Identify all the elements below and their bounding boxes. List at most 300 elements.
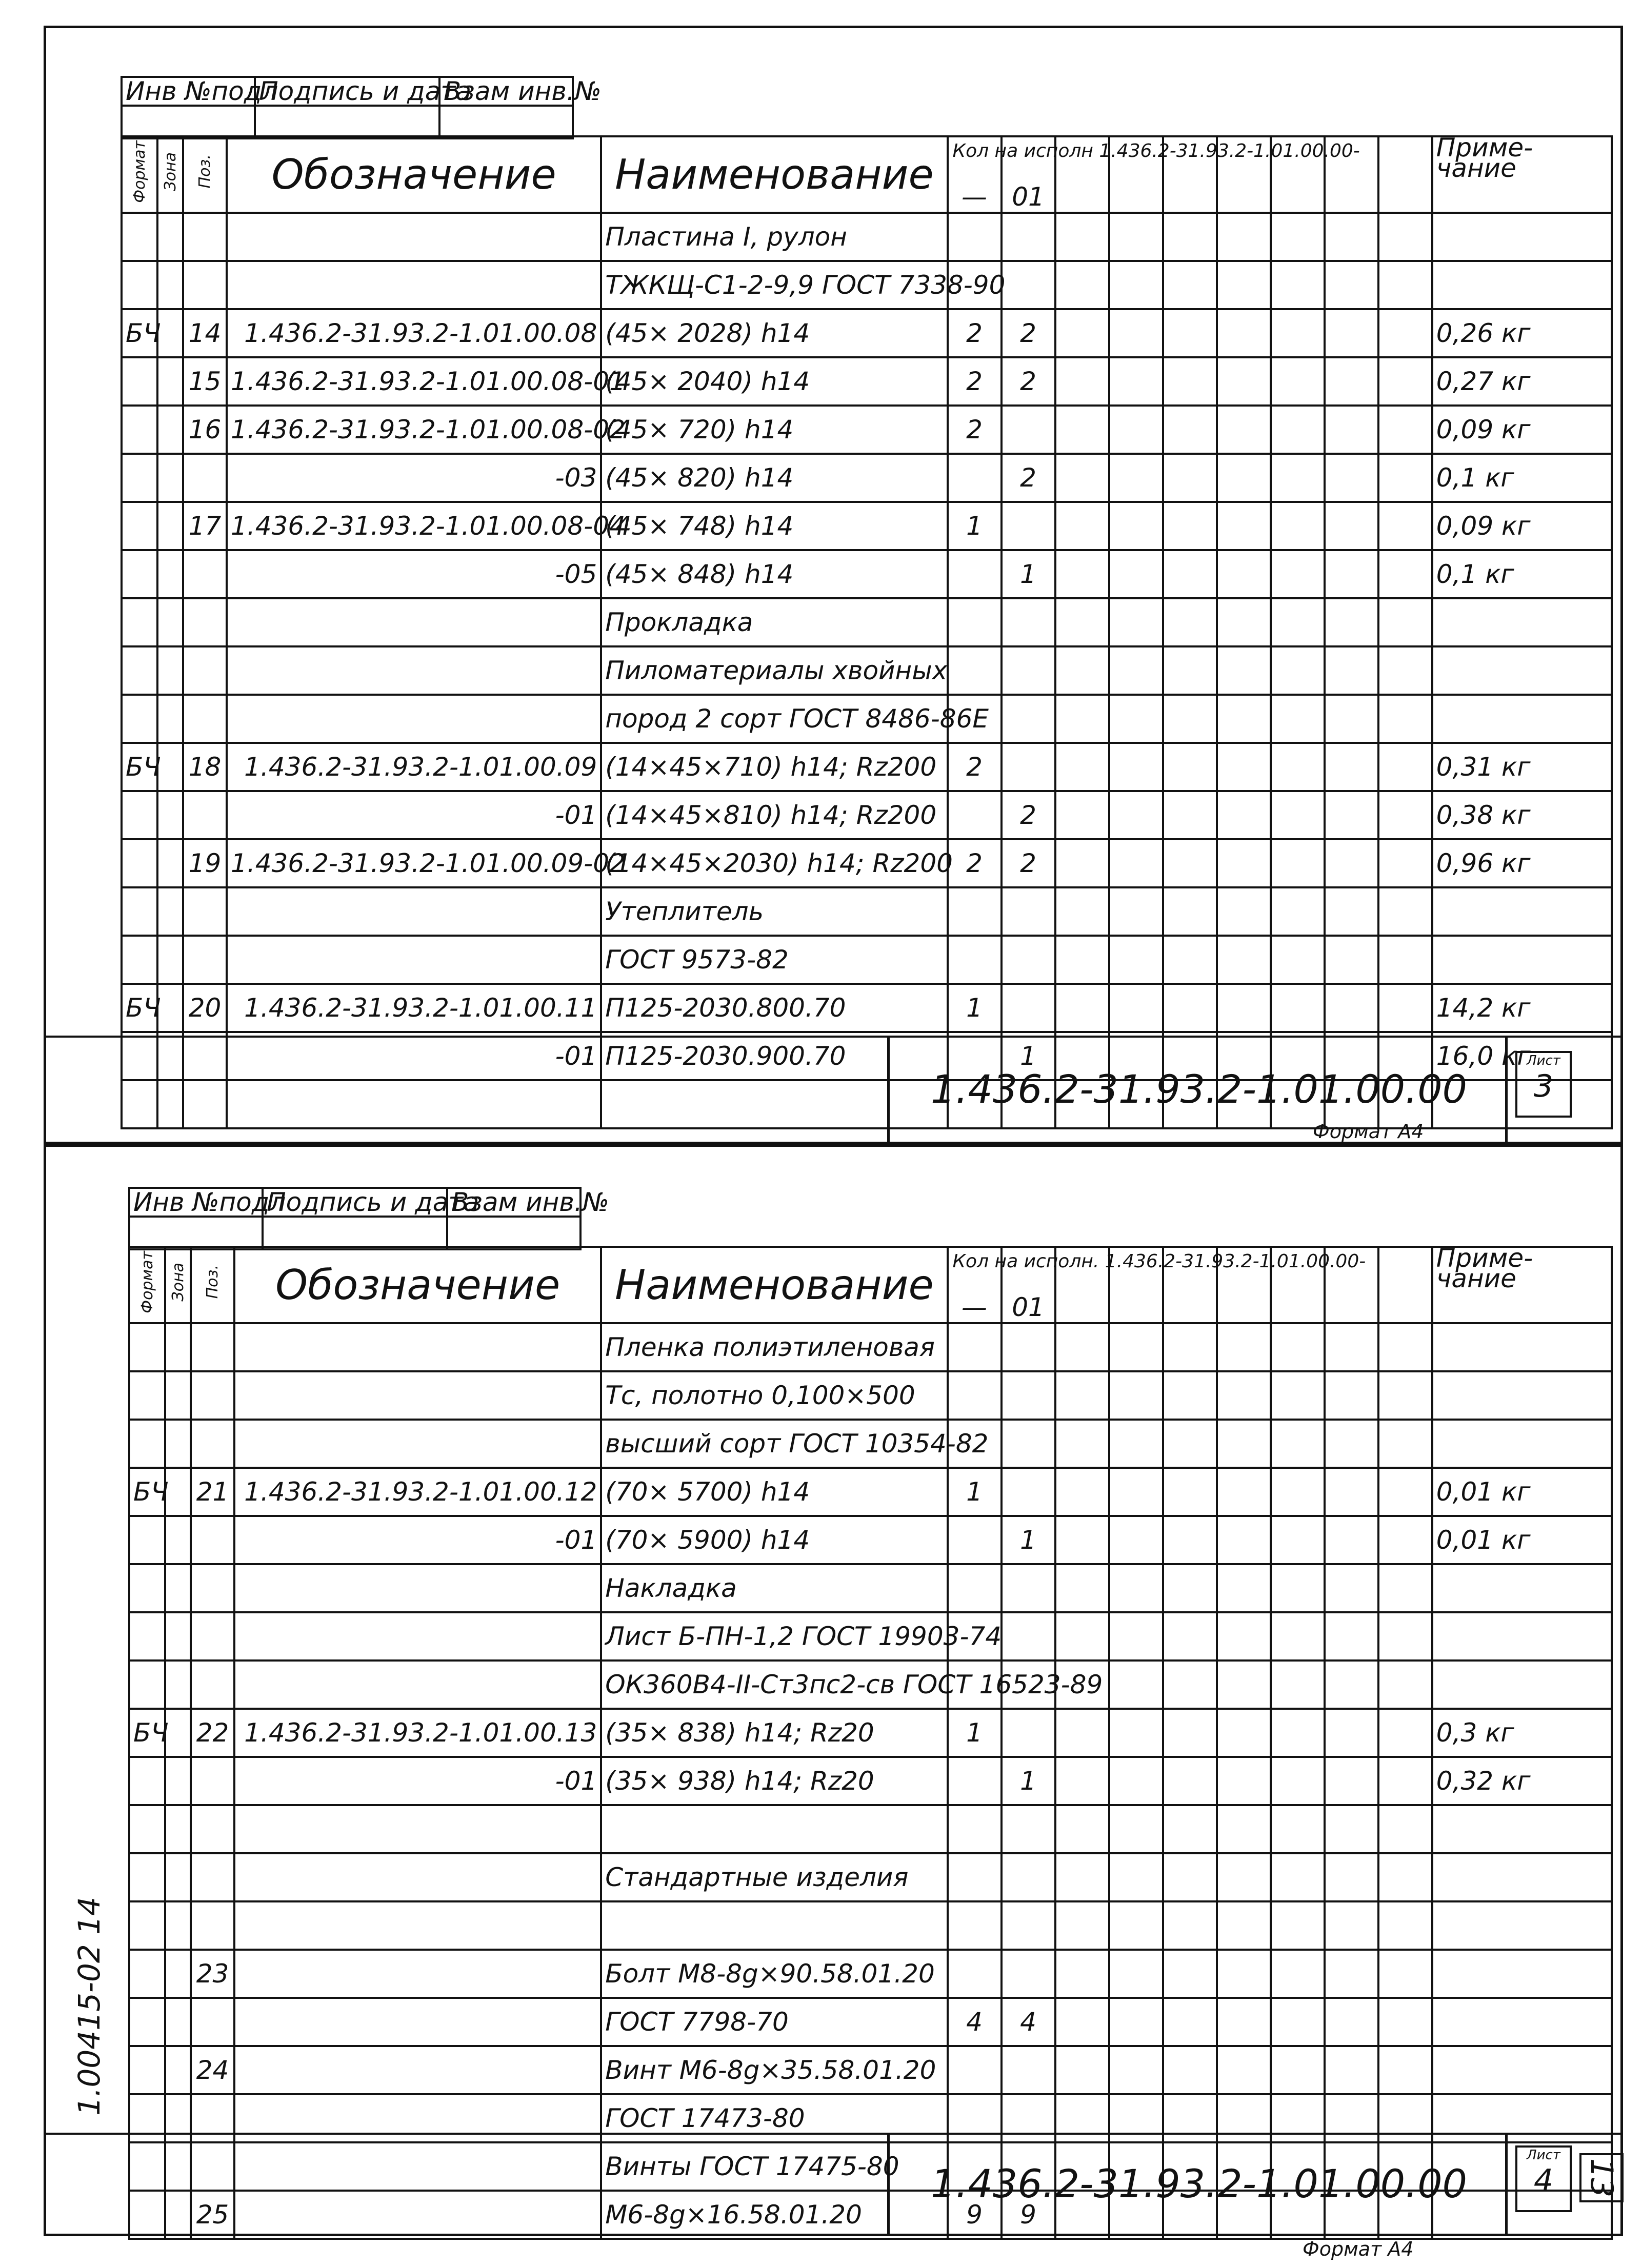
- cell-empty: [1109, 1660, 1163, 1709]
- table-row: [122, 550, 1612, 598]
- cell-empty: [1163, 936, 1217, 984]
- cell-empty: [1109, 213, 1163, 261]
- cell-poz: [191, 1612, 234, 1660]
- cell-format: [129, 1853, 165, 1901]
- header-poz: Поз.: [196, 154, 214, 189]
- cell-empty: [1271, 1612, 1325, 1660]
- cell-zona: [165, 1901, 191, 1950]
- cell-empty: [1271, 1757, 1325, 1805]
- archive-stamp-bottom: [128, 1187, 609, 1250]
- cell-poz: 21: [191, 1468, 234, 1516]
- cell-mass: 0,3 кг: [1432, 1709, 1612, 1757]
- cell-empty: [1163, 502, 1217, 550]
- cell-qty-01: [1002, 646, 1055, 695]
- cell-oboznachenie: [234, 2191, 601, 2239]
- cell-oboznachenie: [227, 1080, 601, 1128]
- cell-empty: [1217, 550, 1271, 598]
- cell-naimenovanie: ТЖКЩ-С1-2-9,9 ГОСТ 7338-90: [601, 261, 947, 309]
- cell-mass: [1432, 261, 1612, 309]
- cell-empty: [1163, 1323, 1217, 1371]
- page-number: 13: [1579, 2153, 1624, 2202]
- table-row: [129, 1805, 1612, 1853]
- cell-qty-01: [1002, 1901, 1055, 1950]
- table-row: [129, 2046, 1612, 2094]
- cell-qty-01: 1: [1002, 550, 1055, 598]
- cell-poz: [191, 1420, 234, 1468]
- cell-qty-01: [1002, 1709, 1055, 1757]
- cell-empty: [1378, 261, 1432, 309]
- table-row: [122, 646, 1612, 695]
- cell-poz: 25: [191, 2191, 234, 2239]
- cell-oboznachenie: 1.436.2-31.93.2-1.01.00.12: [234, 1468, 601, 1516]
- cell-format: [122, 357, 157, 406]
- cell-mass: 0,26 кг: [1432, 309, 1612, 357]
- cell-empty: [1055, 1853, 1109, 1901]
- table-row: [129, 1757, 1612, 1805]
- cell-qty-01: 2: [1002, 791, 1055, 839]
- cell-qty-01: 2: [1002, 309, 1055, 357]
- cell-zona: [157, 502, 183, 550]
- cell-empty: [1325, 2046, 1378, 2094]
- doc-number: 1.436.2-31.93.2-1.01.00.00: [931, 2161, 1467, 2206]
- cell-zona: [157, 936, 183, 984]
- cell-empty: [1271, 646, 1325, 695]
- cell-format: БЧ: [122, 743, 157, 791]
- cell-naimenovanie: ГОСТ 7798-70: [601, 1998, 947, 2046]
- header-oboznachenie: Обозначение: [271, 151, 556, 198]
- cell-qty-01: [1002, 502, 1055, 550]
- cell-zona: [165, 1371, 191, 1420]
- cell-format: [129, 2191, 165, 2239]
- cell-mass: [1432, 2046, 1612, 2094]
- cell-mass: [1432, 1950, 1612, 1998]
- header-kol: Кол на исполн 1.436.2-31.93.2-1.01.00.00-: [952, 140, 1360, 161]
- cell-zona: [165, 1516, 191, 1564]
- cell-empty: [1271, 1564, 1325, 1612]
- cell-empty: [1109, 1612, 1163, 1660]
- cell-poz: [183, 598, 227, 646]
- header-primechanie: Приме-чание: [1432, 1247, 1612, 1323]
- table-row: [122, 309, 1612, 357]
- cell-empty: [1109, 309, 1163, 357]
- cell-qty-base: 2: [948, 406, 1002, 454]
- cell-empty: [1271, 1709, 1325, 1757]
- cell-empty: [1163, 791, 1217, 839]
- cell-poz: [191, 1371, 234, 1420]
- cell-format: БЧ: [122, 309, 157, 357]
- cell-empty: [1378, 1612, 1432, 1660]
- cell-oboznachenie: [227, 261, 601, 309]
- cell-naimenovanie: Стандартные изделия: [601, 1853, 947, 1901]
- cell-poz: [183, 887, 227, 936]
- cell-naimenovanie: (14×45×2030) h14; Rz200: [601, 839, 947, 887]
- stamp-vzam-inv: Взам инв.№: [439, 77, 573, 106]
- cell-empty: [1109, 695, 1163, 743]
- cell-empty: [1378, 406, 1432, 454]
- cell-oboznachenie: 1.436.2-31.93.2-1.01.00.11: [227, 984, 601, 1032]
- cell-poz: [191, 1998, 234, 2046]
- cell-naimenovanie: Тс, полотно 0,100×500: [601, 1371, 947, 1420]
- cell-naimenovanie: (45× 2040) h14: [601, 357, 947, 406]
- cell-empty: [1325, 502, 1378, 550]
- cell-naimenovanie: Винт М6-8g×35.58.01.20: [601, 2046, 947, 2094]
- cell-format: [129, 1757, 165, 1805]
- cell-poz: [183, 695, 227, 743]
- cell-empty: [1325, 1564, 1378, 1612]
- cell-empty: [1217, 454, 1271, 502]
- cell-empty: [1109, 646, 1163, 695]
- cell-mass: 0,01 кг: [1432, 1516, 1612, 1564]
- cell-format: [129, 2142, 165, 2191]
- cell-zona: [157, 406, 183, 454]
- stamp-podpis-data: Подпись и дата: [263, 1188, 447, 1217]
- cell-mass: [1432, 1371, 1612, 1420]
- cell-format: [129, 1371, 165, 1420]
- cell-poz: [183, 213, 227, 261]
- cell-empty: [1109, 887, 1163, 936]
- cell-naimenovanie: [601, 1805, 947, 1853]
- cell-mass: [1432, 936, 1612, 984]
- cell-poz: [183, 791, 227, 839]
- cell-oboznachenie: [234, 1901, 601, 1950]
- cell-naimenovanie: Прокладка: [601, 598, 947, 646]
- cell-oboznachenie: -01: [234, 1757, 601, 1805]
- cell-format: [122, 550, 157, 598]
- header-oboznachenie: Обозначение: [275, 1261, 560, 1309]
- cell-empty: [1378, 1660, 1432, 1709]
- cell-naimenovanie: (45× 848) h14: [601, 550, 947, 598]
- header-var-2: 01: [1012, 182, 1045, 212]
- cell-empty: [1325, 598, 1378, 646]
- cell-zona: [165, 1709, 191, 1757]
- cell-naimenovanie: М6-8g×16.58.01.20: [601, 2191, 947, 2239]
- cell-qty-base: 2: [948, 839, 1002, 887]
- cell-naimenovanie: ГОСТ 17473-80: [601, 2094, 947, 2142]
- cell-empty: [1163, 984, 1217, 1032]
- cell-empty: [1325, 213, 1378, 261]
- cell-oboznachenie: [234, 1323, 601, 1371]
- cell-naimenovanie: (70× 5700) h14: [601, 1468, 947, 1516]
- header-poz: Поз.: [204, 1265, 222, 1299]
- cell-empty: [1217, 406, 1271, 454]
- cell-naimenovanie: Пленка полиэтиленовая: [601, 1323, 947, 1371]
- table-row: [129, 1371, 1612, 1420]
- cell-poz: [191, 1853, 234, 1901]
- cell-qty-01: [1002, 1805, 1055, 1853]
- cell-naimenovanie: высший сорт ГОСТ 10354-82: [601, 1420, 947, 1468]
- cell-empty: [1325, 550, 1378, 598]
- cell-oboznachenie: [227, 598, 601, 646]
- cell-zona: [157, 743, 183, 791]
- spec-table-sheet-3: [121, 135, 1613, 1129]
- cell-empty: [1163, 454, 1217, 502]
- cell-zona: [165, 1950, 191, 1998]
- cell-empty: [1109, 1420, 1163, 1468]
- cell-qty-01: 4: [1002, 1998, 1055, 2046]
- cell-empty: [1163, 1998, 1217, 2046]
- cell-zona: [165, 1660, 191, 1709]
- cell-format: БЧ: [129, 1709, 165, 1757]
- cell-poz: 14: [183, 309, 227, 357]
- table-row: [129, 1564, 1612, 1612]
- cell-format: [122, 502, 157, 550]
- cell-qty-base: [948, 791, 1002, 839]
- stamp-vzam-inv: Взам инв.№: [447, 1188, 580, 1217]
- title-block-sheet-3: [887, 1036, 1623, 1144]
- cell-zona: [165, 2191, 191, 2239]
- cell-format: [122, 213, 157, 261]
- cell-qty-01: [1002, 1612, 1055, 1660]
- sheet-label: Лист: [1527, 2148, 1560, 2163]
- cell-oboznachenie: -03: [227, 454, 601, 502]
- cell-empty: [1271, 1516, 1325, 1564]
- cell-zona: [157, 984, 183, 1032]
- cell-qty-base: [948, 2046, 1002, 2094]
- cell-empty: [1055, 213, 1109, 261]
- cell-empty: [1163, 2046, 1217, 2094]
- cell-empty: [1055, 743, 1109, 791]
- cell-qty-base: [948, 1757, 1002, 1805]
- cell-empty: [1325, 1805, 1378, 1853]
- cell-qty-base: 1: [948, 502, 1002, 550]
- cell-qty-01: 9: [1002, 2191, 1055, 2239]
- cell-poz: [191, 1805, 234, 1853]
- cell-qty-base: [948, 598, 1002, 646]
- sheet-number: 4: [1533, 2163, 1554, 2199]
- table-row: [122, 743, 1612, 791]
- cell-poz: 15: [183, 357, 227, 406]
- cell-zona: [165, 1612, 191, 1660]
- cell-oboznachenie: [234, 1660, 601, 1709]
- cell-qty-base: 2: [948, 309, 1002, 357]
- cell-empty: [1325, 695, 1378, 743]
- cell-empty: [1055, 646, 1109, 695]
- cell-format: [129, 1323, 165, 1371]
- cell-zona: [165, 2094, 191, 2142]
- cell-qty-01: [1002, 1323, 1055, 1371]
- cell-naimenovanie: Винты ГОСТ 17475-80: [601, 2142, 947, 2191]
- cell-empty: [1378, 1950, 1432, 1998]
- cell-naimenovanie: Лист Б-ПН-1,2 ГОСТ 19903-74: [601, 1612, 947, 1660]
- cell-empty: [1378, 1853, 1432, 1901]
- cell-empty: [1271, 695, 1325, 743]
- cell-empty: [1325, 309, 1378, 357]
- cell-empty: [1055, 1371, 1109, 1420]
- cell-oboznachenie: -01: [227, 1032, 601, 1080]
- cell-mass: [1432, 695, 1612, 743]
- cell-empty: [1055, 1420, 1109, 1468]
- table-row: [122, 357, 1612, 406]
- cell-empty: [1271, 1660, 1325, 1709]
- cell-empty: [1378, 743, 1432, 791]
- cell-empty: [1163, 261, 1217, 309]
- cell-empty: [1271, 839, 1325, 887]
- cell-zona: [165, 1805, 191, 1853]
- cell-qty-01: 1: [1002, 1032, 1055, 1080]
- cell-zona: [165, 1757, 191, 1805]
- cell-empty: [1217, 695, 1271, 743]
- cell-empty: [1325, 646, 1378, 695]
- cell-format: [129, 1516, 165, 1564]
- cell-empty: [1055, 1950, 1109, 1998]
- cell-poz: [191, 1564, 234, 1612]
- header-naimenovanie: Наименование: [615, 1261, 934, 1309]
- cell-format: [122, 406, 157, 454]
- cell-empty: [1325, 454, 1378, 502]
- cell-poz: [183, 1032, 227, 1080]
- cell-format: [122, 646, 157, 695]
- cell-mass: 0,27 кг: [1432, 357, 1612, 406]
- cell-empty: [1271, 743, 1325, 791]
- cell-qty-base: [948, 213, 1002, 261]
- cell-empty: [1271, 550, 1325, 598]
- cell-empty: [1378, 646, 1432, 695]
- table-row: [129, 1853, 1612, 1901]
- table-row: [122, 502, 1612, 550]
- cell-empty: [1217, 1660, 1271, 1709]
- cell-qty-01: [1002, 1468, 1055, 1516]
- cell-empty: [1271, 406, 1325, 454]
- cell-empty: [1109, 598, 1163, 646]
- cell-poz: [191, 1901, 234, 1950]
- cell-empty: [1163, 1420, 1217, 1468]
- cell-format: [122, 261, 157, 309]
- cell-qty-base: [948, 1853, 1002, 1901]
- cell-empty: [1055, 1323, 1109, 1371]
- cell-format: [129, 2094, 165, 2142]
- cell-empty: [1109, 1516, 1163, 1564]
- cell-poz: [183, 261, 227, 309]
- cell-empty: [1109, 502, 1163, 550]
- header-naimenovanie: Наименование: [615, 151, 934, 198]
- cell-zona: [157, 598, 183, 646]
- cell-empty: [1055, 502, 1109, 550]
- cell-empty: [1109, 261, 1163, 309]
- cell-empty: [1325, 887, 1378, 936]
- cell-zona: [157, 695, 183, 743]
- cell-qty-base: [948, 1950, 1002, 1998]
- cell-qty-base: 4: [948, 1998, 1002, 2046]
- cell-empty: [1109, 1709, 1163, 1757]
- cell-empty: [1271, 1371, 1325, 1420]
- header-zona: Зона: [169, 1262, 188, 1302]
- cell-zona: [165, 1323, 191, 1371]
- cell-mass: 0,09 кг: [1432, 406, 1612, 454]
- cell-empty: [1163, 1853, 1217, 1901]
- cell-empty: [1217, 984, 1271, 1032]
- cell-empty: [1163, 309, 1217, 357]
- cell-qty-01: [1002, 213, 1055, 261]
- cell-empty: [1055, 1564, 1109, 1612]
- cell-naimenovanie: (45× 820) h14: [601, 454, 947, 502]
- cell-empty: [1055, 309, 1109, 357]
- cell-empty: [1325, 1468, 1378, 1516]
- cell-empty: [1055, 695, 1109, 743]
- cell-naimenovanie: Утеплитель: [601, 887, 947, 936]
- cell-naimenovanie: П125-2030.800.70: [601, 984, 947, 1032]
- cell-mass: 16,0 кг: [1432, 1032, 1612, 1080]
- table-row: [122, 887, 1612, 936]
- cell-empty: [1109, 454, 1163, 502]
- cell-empty: [1217, 1853, 1271, 1901]
- cell-poz: 16: [183, 406, 227, 454]
- cell-zona: [157, 646, 183, 695]
- cell-empty: [1055, 1709, 1109, 1757]
- cell-format: [129, 1950, 165, 1998]
- cell-empty: [1055, 357, 1109, 406]
- cell-qty-01: [1002, 1371, 1055, 1420]
- cell-naimenovanie: Пластина I, рулон: [601, 213, 947, 261]
- cell-empty: [1378, 1998, 1432, 2046]
- cell-empty: [1271, 261, 1325, 309]
- cell-format: [129, 1660, 165, 1709]
- table-row: [129, 1709, 1612, 1757]
- cell-zona: [157, 213, 183, 261]
- cell-empty: [1163, 695, 1217, 743]
- cell-mass: 0,96 кг: [1432, 839, 1612, 887]
- table-row: [122, 936, 1612, 984]
- cell-poz: [191, 1757, 234, 1805]
- cell-empty: [1378, 1757, 1432, 1805]
- cell-qty-01: [1002, 598, 1055, 646]
- cell-qty-01: 2: [1002, 454, 1055, 502]
- cell-qty-01: [1002, 936, 1055, 984]
- cell-empty: [1217, 1564, 1271, 1612]
- cell-empty: [1325, 743, 1378, 791]
- cell-qty-base: [948, 550, 1002, 598]
- cell-empty: [1378, 695, 1432, 743]
- cell-empty: [1217, 1371, 1271, 1420]
- cell-format: [129, 1805, 165, 1853]
- cell-empty: [1109, 1757, 1163, 1805]
- cell-empty: [1163, 550, 1217, 598]
- cell-oboznachenie: -05: [227, 550, 601, 598]
- cell-empty: [1217, 1420, 1271, 1468]
- cell-empty: [1378, 1323, 1432, 1371]
- cell-poz: 20: [183, 984, 227, 1032]
- table-row: [122, 213, 1612, 261]
- table-row: [122, 261, 1612, 309]
- cell-empty: [1055, 1757, 1109, 1805]
- table-row: [129, 1901, 1612, 1950]
- cell-mass: 0,1 кг: [1432, 454, 1612, 502]
- table-row: [122, 839, 1612, 887]
- table-row: [129, 1950, 1612, 1998]
- cell-empty: [1163, 406, 1217, 454]
- cell-qty-01: [1002, 984, 1055, 1032]
- cell-empty: [1325, 1998, 1378, 2046]
- cell-poz: 24: [191, 2046, 234, 2094]
- cell-naimenovanie: Пиломатериалы хвойных: [601, 646, 947, 695]
- cell-poz: [183, 454, 227, 502]
- cell-oboznachenie: 1.436.2-31.93.2-1.01.00.09-02: [227, 839, 601, 887]
- cell-empty: [1217, 887, 1271, 936]
- cell-empty: [1163, 1660, 1217, 1709]
- cell-naimenovanie: (70× 5900) h14: [601, 1516, 947, 1564]
- cell-empty: [1325, 406, 1378, 454]
- cell-empty: [1163, 743, 1217, 791]
- cell-zona: [157, 887, 183, 936]
- cell-oboznachenie: 1.436.2-31.93.2-1.01.00.08-04: [227, 502, 601, 550]
- cell-empty: [1271, 1468, 1325, 1516]
- cell-naimenovanie: (45× 2028) h14: [601, 309, 947, 357]
- cell-empty: [1378, 309, 1432, 357]
- cell-oboznachenie: [234, 1805, 601, 1853]
- cell-qty-base: [948, 887, 1002, 936]
- cell-empty: [1109, 791, 1163, 839]
- cell-empty: [1055, 598, 1109, 646]
- cell-empty: [1271, 1998, 1325, 2046]
